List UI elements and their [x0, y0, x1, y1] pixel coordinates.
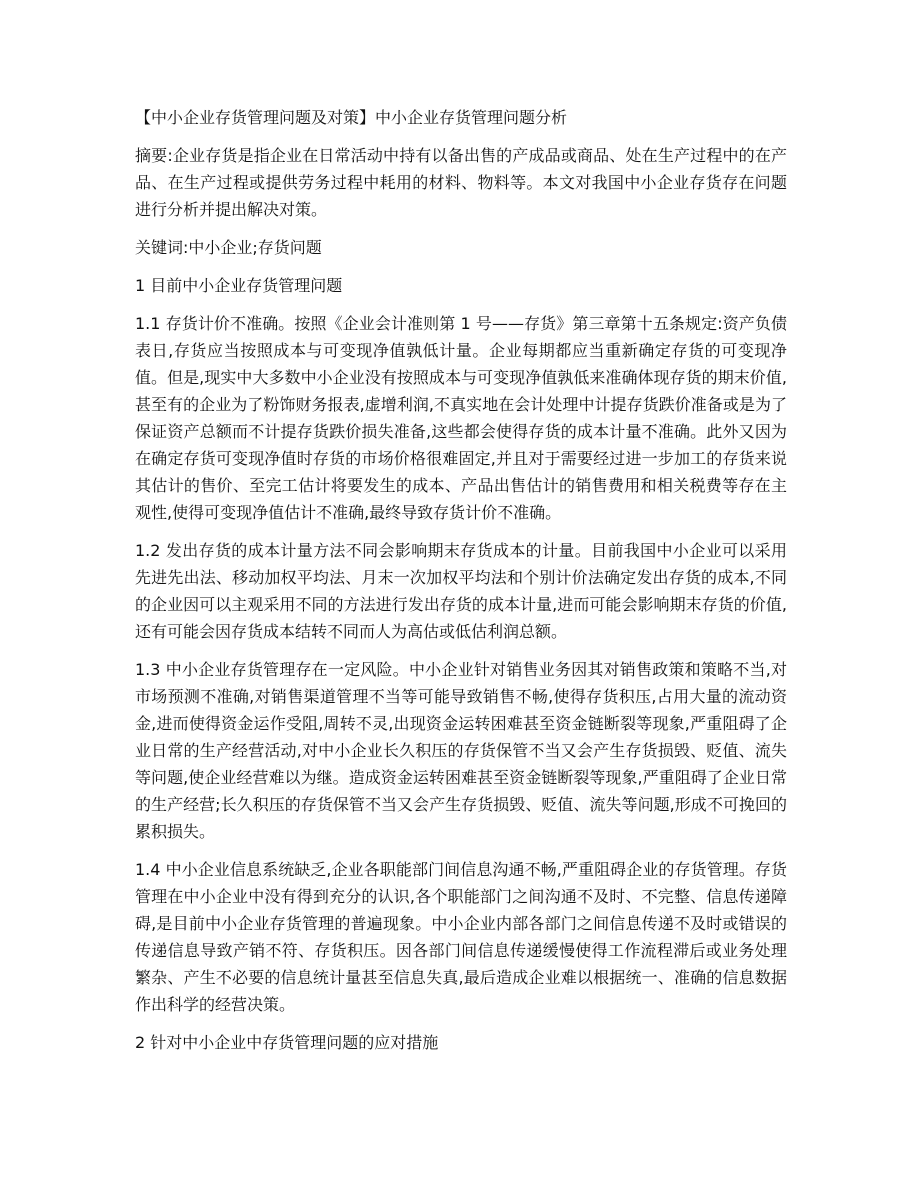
- section-1-heading: 1 目前中小企业存货管理问题: [135, 276, 343, 295]
- paragraph-1-3: 1.3 中小企业存货管理存在一定风险。中小企业针对销售业务因其对销售政策和策略不当,对市场预测不准确,对销售渠道管理不当等可能导致销售不畅,使得存货积压,占用大量的流动资金,进而使得资金运作受阻,周转不灵,出现资金运转困难甚至资金链断裂等现象,严重阻碍了企业日常的生产经营活动,对中小企业长久积压的存货保管不当又会产生存货损毁、贬值、流失等问题,使企业经营难以为继。造成资金运转困难甚至资金链断裂等现象,严重阻碍了企业日常的生产经营;长久积压的存货保管不当又会产生存货损毁、贬值、流失等问题,形成不可挽回的累积损失。: [135, 660, 787, 841]
- keywords-line: 关键词:中小企业;存货问题: [135, 238, 322, 257]
- document-title: 【中小企业存货管理问题及对策】中小企业存货管理问题分析: [135, 108, 568, 127]
- section-2-heading: 2 针对中小企业中存货管理问题的应对措施: [135, 1033, 439, 1052]
- abstract-paragraph: 摘要:企业存货是指企业在日常活动中持有以备出售的产成品或商品、处在生产过程中的在产品、在生产过程或提供劳务过程中耗用的材料、物料等。本文对我国中小企业存货存在问题进行分析并提出解决对策。: [135, 146, 787, 219]
- paragraph-1-1: 1.1 存货计价不准确。按照《企业会计准则第 1 号——存货》第三章第十五条规定:资产负债表日,存货应当按照成本与可变现净值孰低计量。企业每期都应当重新确定存货的可变现净值。但是,现实中大多数中小企业没有按照成本与可变现净值孰低来准确体现存货的期末价值,甚至有的企业为了粉饰财务报表,虚增利润,不真实地在会计处理中计提存货跌价准备或是为了保证资产总额而不计提存货跌价损失准备,这些都会使得存货的成本计量不准确。此外又因为在确定存货可变现净值时存货的市场价格很难固定,并且对于需要经过进一步加工的存货来说其估计的售价、至完工估计将要发生的成本、产品出售估计的销售费用和相关税费等存在主观性,使得可变现净值估计不准确,最终导致存货计价不准确。: [135, 314, 787, 522]
- paragraph-1-4: 1.4 中小企业信息系统缺乏,企业各职能部门间信息沟通不畅,严重阻碍企业的存货管理。存货管理在中小企业中没有得到充分的认识,各个职能部门之间沟通不及时、不完整、信息传递障碍,是目前中小企业存货管理的普遍现象。中小企业内部各部门之间信息传递不及时或错误的传递信息导致产销不符、存货积压。因各部门间信息传递缓慢使得工作流程滞后或业务处理繁杂、产生不必要的信息统计量甚至信息失真,最后造成企业难以根据统一、准确的信息数据作出科学的经营决策。: [135, 860, 787, 1014]
- document-page: [135, 104, 787, 1056]
- paragraph-1-2: 1.2 发出存货的成本计量方法不同会影响期末存货成本的计量。目前我国中小企业可以采用先进先出法、移动加权平均法、月末一次加权平均法和个别计价法确定发出存货的成本,不同的企业因可以主观采用不同的方法进行发出存货的成本计量,进而可能会影响期末存货的价值,还有可能会因存货成本结转不同而人为高估或低估利润总额。: [135, 541, 787, 641]
